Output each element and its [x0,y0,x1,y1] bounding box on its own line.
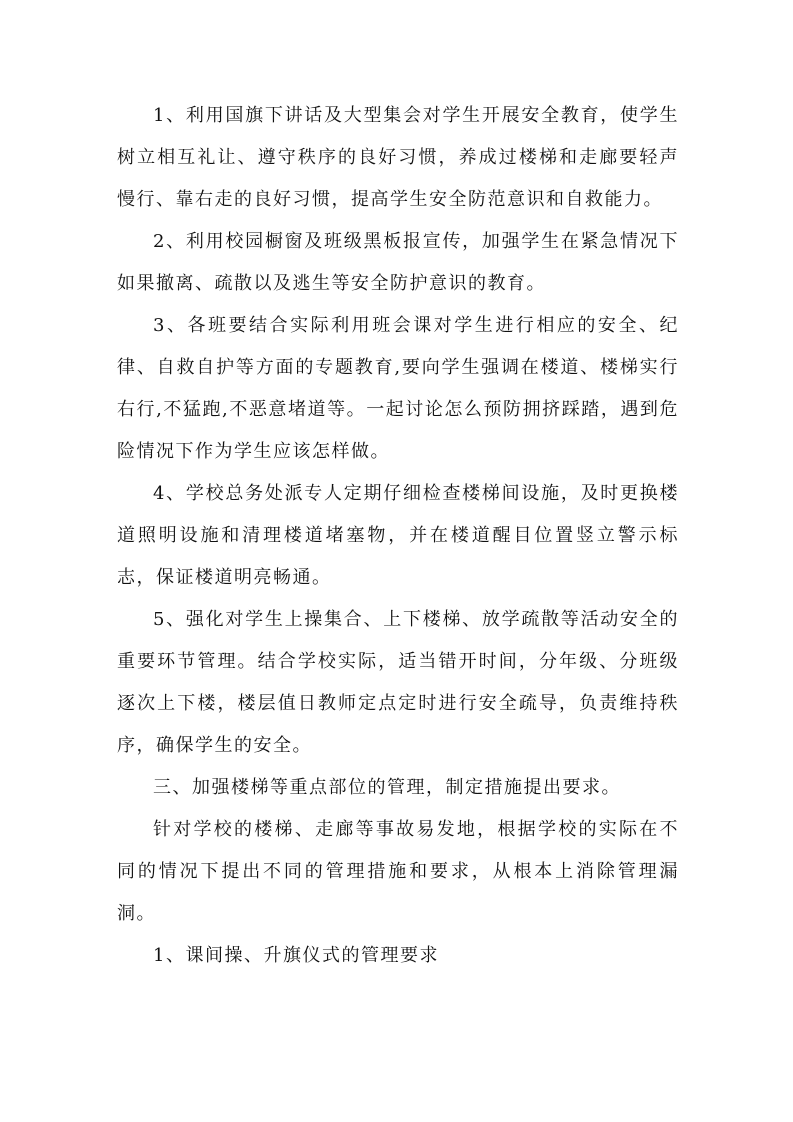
paragraph-measure-4: 4、学校总务处派专人定期仔细检查楼梯间设施，及时更换楼道照明设施和清理楼道堵塞物，并在楼道醒目位置竖立警示标志，保证楼道明亮畅通。 [117,483,679,588]
document-body [117,95,679,977]
paragraph-measure-5: 5、强化对学生上操集合、上下楼梯、放学疏散等活动安全的重要环节管理。结合学校实际，适当错开时间，分年级、分班级逐次上下楼，楼层值日教师定点定时进行安全疏导，负责维持秩序，确保学生的安全。 [117,609,679,756]
paragraph-measure-3: 3、各班要结合实际利用班会课对学生进行相应的安全、纪律、自救自护等方面的专题教育,要向学生强调在楼道、楼梯实行右行,不猛跑,不恶意堵道等。一起讨论怎么预防拥挤踩踏，遇到危险情况下作为学生应该怎样做。 [117,315,679,462]
section-heading-3: 三、加强楼梯等重点部位的管理，制定措施提出要求。 [153,777,621,798]
paragraph-intro: 针对学校的楼梯、走廊等事故易发地，根据学校的实际在不同的情况下提出不同的管理措施和要求，从根本上消除管理漏洞。 [117,819,679,924]
paragraph-measure-2: 2、利用校园橱窗及班级黑板报宣传，加强学生在紧急情况下如果撤离、疏散以及逃生等安全防护意识的教育。 [117,231,679,294]
subheading-item-1: 1、课间操、升旗仪式的管理要求 [153,945,439,966]
paragraph-measure-1: 1、利用国旗下讲话及大型集会对学生开展安全教育，使学生树立相互礼让、遵守秩序的良好习惯，养成过楼梯和走廊要轻声慢行、靠右走的良好习惯，提高学生安全防范意识和自救能力。 [117,105,679,210]
